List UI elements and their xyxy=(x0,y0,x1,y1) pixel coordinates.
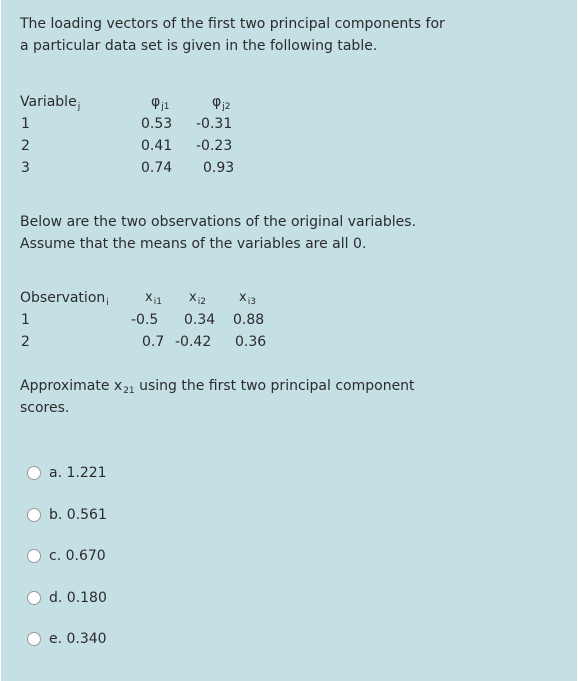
header-phi2: $\varphi_{j2}$ xyxy=(212,94,231,112)
radio-button[interactable] xyxy=(27,591,41,605)
header-variable: Variable$_j$ xyxy=(20,94,81,112)
option-c[interactable] xyxy=(27,545,106,567)
table-cell: -0.42 xyxy=(175,334,212,350)
table-cell: 2 xyxy=(21,138,30,154)
table-cell: -0.23 xyxy=(196,138,233,154)
option-b[interactable] xyxy=(27,504,107,526)
table-cell: 0.7 xyxy=(142,334,165,350)
table-cell: 0.34 xyxy=(184,312,216,328)
option-label: a. 1.221 xyxy=(49,465,107,481)
radio-button[interactable] xyxy=(27,632,41,646)
table-cell: 1 xyxy=(21,116,30,132)
option-d[interactable] xyxy=(27,587,107,609)
question-ask-line2: scores. xyxy=(20,400,70,416)
question-middle-line1: Below are the two observations of the original variables. xyxy=(20,214,416,230)
option-a[interactable] xyxy=(27,462,107,484)
question-middle-line2: Assume that the means of the variables are all 0. xyxy=(20,236,367,252)
radio-button[interactable] xyxy=(27,466,41,480)
table-cell: -0.5 xyxy=(131,312,159,328)
option-label: b. 0.561 xyxy=(49,507,107,523)
option-e[interactable] xyxy=(27,628,107,650)
table-cell: 0.41 xyxy=(141,138,173,154)
header-x3: $x_{i3}$ xyxy=(239,290,256,307)
header-phi1: $\varphi_{j1}$ xyxy=(151,94,170,112)
table-cell: 2 xyxy=(21,334,30,350)
header-x2: $x_{i2}$ xyxy=(189,290,206,307)
table-cell: 3 xyxy=(21,160,30,176)
radio-button[interactable] xyxy=(27,508,41,522)
table-cell: 0.53 xyxy=(141,116,173,132)
option-label: e. 0.340 xyxy=(49,631,107,647)
header-x1: $x_{i1}$ xyxy=(145,290,162,307)
table-cell: 0.36 xyxy=(235,334,267,350)
header-observation: Observation$_i$ xyxy=(20,290,109,308)
question-card xyxy=(1,0,577,681)
option-label: d. 0.180 xyxy=(49,590,107,606)
question-intro-line1: The loading vectors of the first two principal components for xyxy=(20,16,445,32)
table-cell: 0.88 xyxy=(233,312,265,328)
table-cell: 1 xyxy=(21,312,30,328)
table-cell: -0.31 xyxy=(196,116,233,132)
option-label: c. 0.670 xyxy=(49,548,106,564)
question-intro-line2: a particular data set is given in the following table. xyxy=(20,38,378,54)
radio-button[interactable] xyxy=(27,549,41,563)
table-cell: 0.74 xyxy=(141,160,173,176)
table-cell: 0.93 xyxy=(203,160,235,176)
question-ask-line1: Approximate $x_{21}$ using the first two principal component xyxy=(20,378,415,396)
